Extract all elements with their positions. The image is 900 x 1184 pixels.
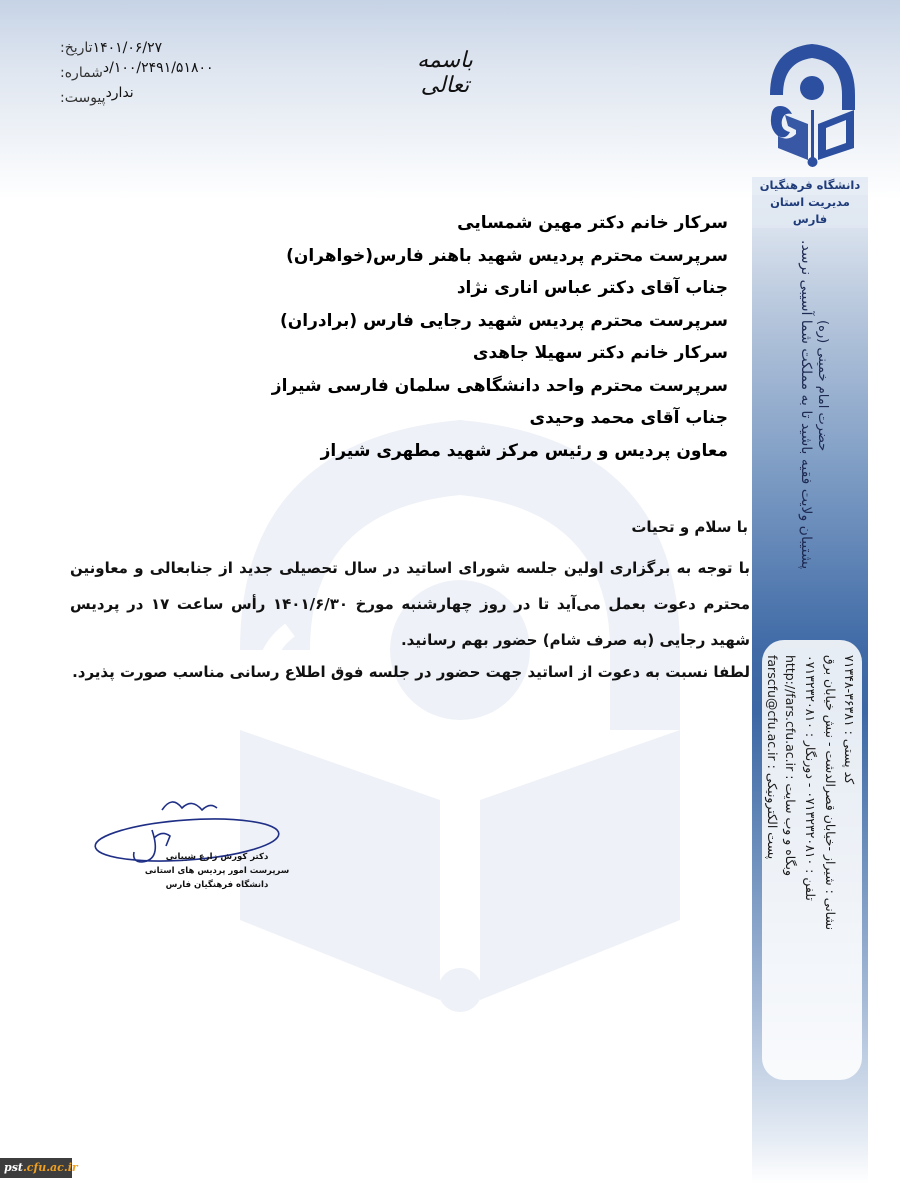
attachment-value: ندارد: [105, 85, 134, 101]
contact-phone: تلفن : ۰۷۱۳۲۳۲۰۸۱۰ - دورنگار : ۰۷۱۳۲۳۲۰۸۱۰: [803, 655, 818, 901]
recipient-line: معاون پردیس و رئیس مرکز شهید مطهری شیراز: [320, 440, 728, 461]
meta-attachment: [60, 83, 240, 108]
logo-caption: [752, 177, 868, 228]
attachment-label: پیوست:: [60, 90, 106, 106]
meta-date: [60, 38, 240, 58]
signatory-details: [132, 850, 302, 892]
recipient-line: سرپرست محترم پردیس شهید رجایی فارس (برادران): [280, 310, 728, 331]
letter-body: با توجه به برگزاری اولین جلسه شورای اساتید در سال تحصیلی جدید از جنابعالی و معاونین محترم دعوت بعمل می‌آید تا در روز چهارشنبه مورخ ۱۴۰۱/۶/۳۰ رأس ساعت ۱۷ در پردیس شهید رجایی (به صرف شام) حضور بهم رسانید.: [70, 559, 750, 649]
recipient-line: سرکار خانم دکتر مهین شمسایی: [457, 213, 728, 233]
recipients-list: [208, 207, 728, 467]
contact-website[interactable]: وبگاه و وب سایت : http://fars.cfu.ac.ir: [783, 655, 798, 877]
meta-number: [60, 58, 240, 83]
letter-closing: لطفا نسبت به دعوت از اساتید جهت حضور در جلسه فوق اطلاع رسانی مناسب صورت پذیرد.: [72, 663, 750, 681]
recipient-line: جناب آقای دکتر عباس اناری نژاد: [456, 278, 728, 298]
contact-email[interactable]: پست الکترونیکی : farscfu@cfu.ac.ir: [765, 655, 780, 860]
sidebar-slogan-attribution: حضرت امام خمینی (ره): [815, 320, 830, 452]
logo-caption-province: مدیریت استان فارس: [770, 195, 850, 226]
contact-address: نشانی : شیراز -خیابان قصرالدشت - نبش خیابان برق: [823, 655, 838, 931]
contact-postal-code: کد پستی : ۳۶۳۸۱-۷۱۳۴۸: [842, 655, 857, 785]
greeting: با سلام و تحیات: [631, 518, 748, 536]
signatory-title: سرپرست امور پردیس های استانی: [144, 866, 290, 876]
date-label: تاریخ:: [60, 40, 93, 56]
source-watermark-badge: [0, 1158, 78, 1178]
signatory-name: دکتر کورش زارع شیبانی: [165, 852, 269, 862]
recipient-line: جناب آقای محمد وحیدی: [529, 408, 728, 428]
basmala-heading: باسمه تعالی: [417, 48, 473, 98]
number-label: شماره:: [60, 65, 103, 81]
logo-watermark-icon: [180, 400, 740, 1020]
sidebar-slogan: پشتیبان ولایت فقیه باشید تا به مملکت شما آسیبی نرسد.: [798, 240, 814, 570]
badge-domain: .cfu.ac.ir: [22, 1161, 78, 1174]
university-logo-icon: [760, 40, 865, 170]
signature-block: [92, 790, 292, 910]
letter-meta: [60, 38, 240, 108]
recipient-line: سرپرست محترم واحد دانشگاهی سلمان فارسی شیراز: [271, 375, 728, 396]
recipient-line: سرپرست محترم پردیس شهید باهنر فارس(خواهران): [286, 245, 728, 266]
badge-prefix: pst: [4, 1161, 23, 1174]
signatory-org: دانشگاه فرهنگیان فارس: [165, 880, 269, 890]
recipient-line: سرکار خانم دکتر سهیلا جاهدی: [472, 343, 728, 363]
number-value: ۱۰۰/۲۴۹۱/۵۱۸۰۰/د: [102, 60, 214, 76]
logo-caption-university: دانشگاه فرهنگیان: [759, 178, 861, 192]
date-value: ۱۴۰۱/۰۶/۲۷: [92, 40, 163, 56]
